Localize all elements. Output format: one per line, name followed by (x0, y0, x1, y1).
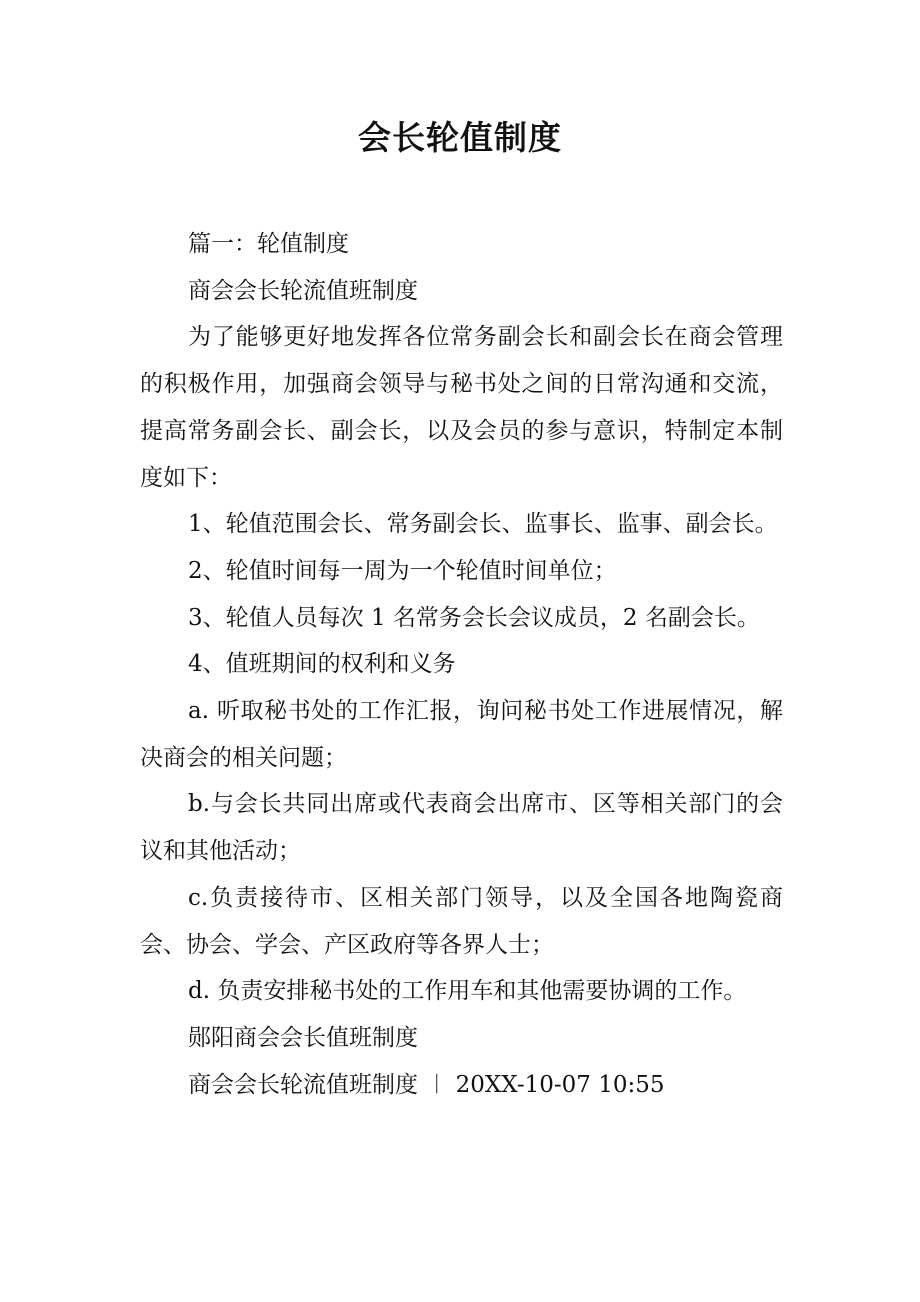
duty-item-b: b.与会长共同出席或代表商会出席市、区等相关部门的会议和其他活动； (140, 791, 783, 865)
second-heading: 郧阳商会会长值班制度 (188, 1024, 418, 1051)
document-title: 会长轮值制度 (358, 118, 562, 157)
duty-item-a: a. 听取秘书处的工作汇报，询问秘书处工作进展情况，解决商会的相关问题； (140, 698, 783, 771)
duty-item-c: c.负责接待市、区相关部门领导，以及全国各地陶瓷商会、协会、学会、产区政府等各界人士； (140, 884, 783, 958)
source-line: 商会会长轮流值班制度 ︱ 20XX-10-07 10:55 (188, 1071, 665, 1098)
rule-item-2: 2、轮值时间每一周为一个轮值时间单位； (188, 557, 617, 584)
intro-paragraph: 为了能够更好地发挥各位常务副会长和副会长在商会管理的积极作用，加强商会领导与秘书处之间的日常沟通和交流，提高常务副会长、副会长，以及会员的参与意识，特制定本制度如下： (140, 324, 783, 491)
subheading: 商会会长轮流值班制度 (188, 277, 418, 304)
rule-item-1: 1、轮值范围会长、常务副会长、监事长、监事、副会长。 (188, 511, 778, 538)
rule-item-3: 3、轮值人员每次 1 名常务会长会议成员，2 名副会长。 (188, 604, 760, 631)
section-heading: 篇一：轮值制度 (188, 231, 349, 257)
duty-item-d: d. 负责安排秘书处的工作用车和其他需要协调的工作。 (188, 978, 747, 1005)
rule-item-4: 4、值班期间的权利和义务 (188, 651, 456, 678)
document-body (140, 221, 783, 1108)
